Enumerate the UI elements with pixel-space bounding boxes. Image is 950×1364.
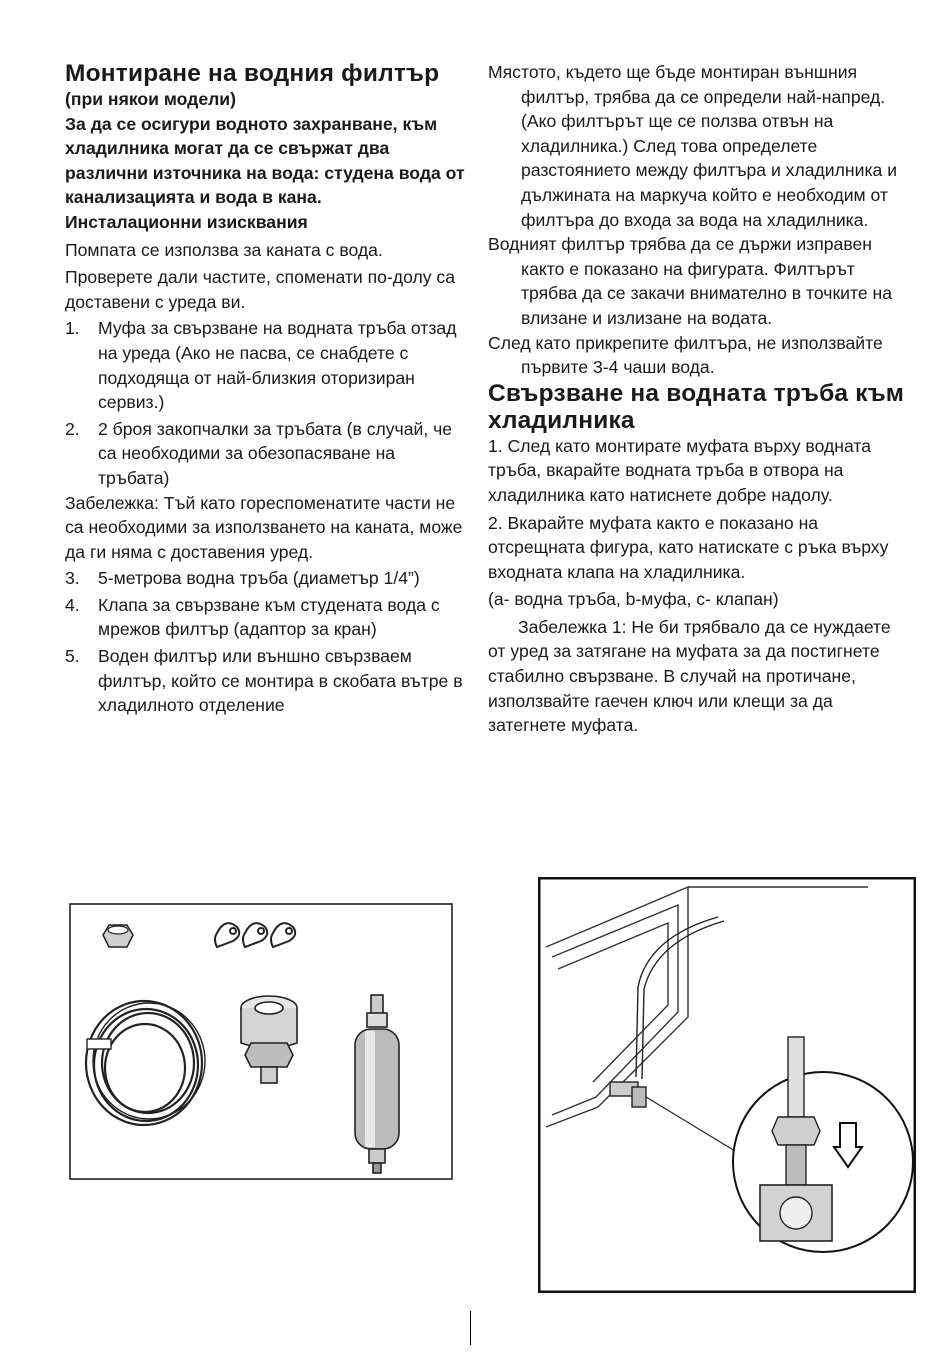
section-title-connect: Свързване на водната тръба към хладилника <box>488 379 905 434</box>
intro-text: За да се осигури водното захранване, към хладилника могат да се свържат два различни източника на вода: студена вода от канализацията и вода в кана. <box>65 113 465 208</box>
first-cups-text: След като прикрепите филтъра, не използвайте първите 3-4 чаши вода. <box>488 332 883 378</box>
step-1: 1. След като монтирате муфата върху водната тръба, вкарайте водната тръба в отвора на хладилника като натиснете добре надолу. <box>488 435 871 505</box>
nut-icon <box>103 925 133 947</box>
parts-legend: (a- водна тръба, b-муфа, c- клапан) <box>488 589 779 610</box>
parts-note: Забележка: Тъй като гореспоменатите части не са необходими за използването на каната, може да ги няма с доставения уред. <box>65 492 463 562</box>
note-1: Забележка 1: Не би трябвало да се нуждаете от уред за затягане на муфата за да постигнете стабилно свързване. В случай на протичане, използвайте гаечен ключ или клещи за да затегнете муфата. <box>488 616 891 736</box>
list-item: 3. 5-метрова водна тръба (диаметър 1/4”) <box>65 568 420 589</box>
list-item: 4. Клапа за свързване към студената вода с мрежов филтър (адаптор за кран) <box>65 594 440 640</box>
check-text: Проверете дали частите, споменати по-долу са доставени с уреда ви. <box>65 267 455 312</box>
requirements-heading: Инсталационни изисквания <box>65 211 308 232</box>
models-note: (при някои модели) <box>65 89 236 109</box>
filter-location-text: Мястото, където ще бъде монтиран външния филтър, трябва да се определи най-напред. (Ако филтърът ще се ползва отвън на хладилника.) След това определете разстоянието между филтъра и хладилника и дължината на маркуча който е необходим от филтъра до входа за вода на хладилника. <box>488 62 898 230</box>
parts-list-a <box>65 316 470 490</box>
filter-orientation-text: Водният филтър трябва да се държи изправен както е показано на фигурата. Филтърът трябва да се закачи внимателно в точките на влизане и излизане на водата. <box>488 234 893 328</box>
pump-text: Помпата се използва за каната с вода. <box>65 239 383 260</box>
right-column <box>488 60 913 738</box>
left-column <box>65 60 470 718</box>
list-item: 2. 2 броя закопчалки за тръбата (в случай, че са необходими за обезопасяване на тръбата) <box>65 418 453 488</box>
parts-list-b <box>65 566 470 718</box>
list-item: 1. Муфа за свързване на водната тръба отзад на уреда (Ако не пасва, се снабдете с подходяща от най-близкия оторизиран сервиз.) <box>65 318 457 413</box>
list-item: 5. Воден филтър или външно свързваем филтър, който се монтира в скобата вътре в хладилното отделение <box>65 646 463 716</box>
section-title-filter: Монтиране на водния филтър <box>65 60 440 87</box>
step-2: 2. Вкарайте муфата както е показано на отсрещната фигура, като натискате с ръка върху входната клапа на хладилника. <box>488 512 889 582</box>
page-divider <box>470 1311 471 1345</box>
connection-figure <box>538 877 916 1293</box>
parts-figure <box>69 903 453 1180</box>
